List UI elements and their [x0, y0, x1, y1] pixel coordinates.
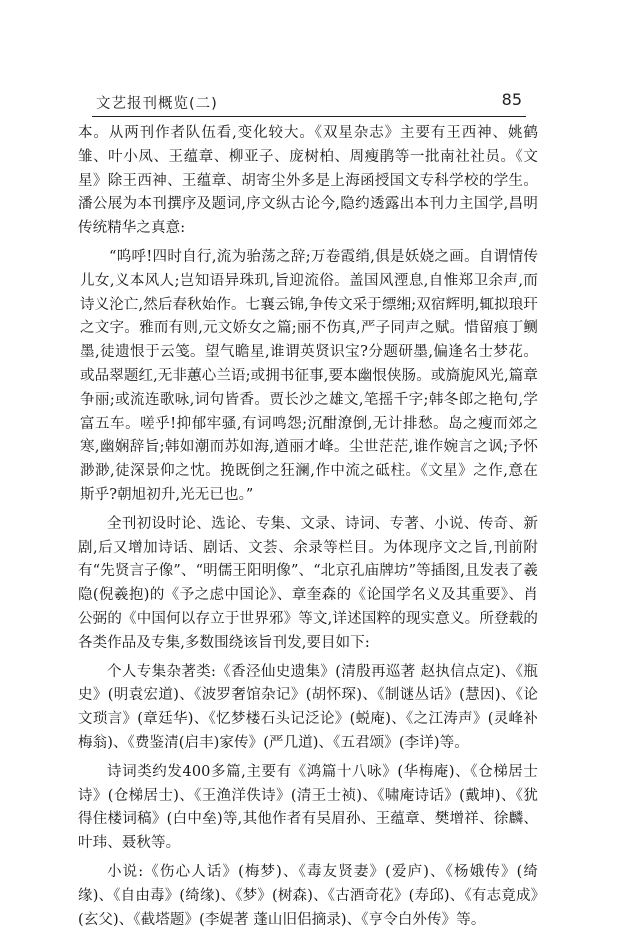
paragraph-quote: “呜呼!四时自行,流为骀荡之辞;万卷霞绡,俱是妖娆之画。自谓情传儿女,义本风人;岂知语异珠玑,旨迎流俗。盖国风湮息,自惟郑卫余声,而诗义沦亡,然后春秋始作。七襄云锦,争传文采于缥缃;双宿辉明,辄拟琅玕之文字。雅而有则,元文娇女之篇;丽不伤真,严子同声之赋。惜留痕丁鲗墨,徒遗恨于云笺。望气瞻星,谁谓英贤识宝?分题研墨,偏逢名士梦花。或品翠题红,无非蕙心兰语;或拥书征事,要本幽恨侠肠。或旖旎风光,篇章争丽;或流连歌咏,词句皆香。贾长沙之雄文,笔摇千字;韩冬郎之艳句,学富五车。嗟乎!抑郁牢骚,有词鸣怨;沉酣潦倒,无计排愁。岛之瘦而郊之寒,幽娴辞旨;韩如潮而苏如海,遒丽才峰。尘世茫茫,谁作婉言之讽;予怀渺渺,徒深景仰之忱。挽既倒之狂澜,作中流之砥柱。《文星》之作,意在斯乎?朝旭初升,光无已也。”	[80, 248, 538, 503]
header-title: 文艺报刊概览(二)	[96, 96, 218, 112]
body-text	[78, 122, 538, 937]
paragraph-poetry: 诗词类约发400多篇,主要有《鸿篇十八咏》(华梅庵)、《仓梯居士诗》(仓梯居士)、《王渔洋佚诗》(清王士祯)、《啸庵诗话》(戴坤)、《犹得住楼词稿》(白中垒)等,其他作者有吴眉孙、王蕴章、樊增祥、徐麟、叶玮、聂秋等。	[78, 763, 538, 852]
paragraph-collections: 个人专集杂著类:《香泾仙史遗集》(清殷再巡著 赵执信点定)、《瓶史》(明袁宏道)、《波罗奢馆杂记》(胡怀琛)、《制谜丛话》(慧因)、《论文琐言》(章廷华)、《忆梦楼石头记泛论》(蜕庵)、《之江涛声》(灵峰补梅翁)、《费鉴清(启丰)家传》(严几道)、《五君颂》(李详)等。	[78, 663, 538, 751]
paragraph-fiction: 小说:《伤心人话》(梅梦)、《毒友贤妻》(爱庐)、《杨娥传》(绮缘)、《自由毒》(绮缘)、《梦》(树森)、《古酒奇花》(寿邱)、《有志竟成》(玄父)、《截塔题》(李媞著 蓬山旧侣摘录)、《亨令白外传》等。	[78, 863, 538, 928]
paragraph-columns: 全刊初设时论、选论、专集、文录、诗词、专著、小说、传奇、新剧,后又增加诗话、剧话、文荟、余录等栏目。为体现序文之旨,刊前附有“先贤言子像”、“明儒王阳明像”、“北京孔庙牌坊”等插图,且发表了羲隐(倪羲抱)的《予之虑中国论》、章奎森的《论国学名义及其重要》、肖公弼的《中国何以存立于世界邪》等文,详述国粹的现实意义。所登载的各类作品及专集,多数围绕该旨刊发,要目如下:	[78, 515, 538, 651]
paragraph-intro: 本。从两刊作者队伍看,变化较大。《双星杂志》主要有王西神、姚鹤雏、叶小凤、王蕴章、柳亚子、庞树柏、周瘦鹃等一批南社社员。《文星》除王西神、王蕴章、胡寄尘外多是上海函授国文专科学校的学生。潘公展为本刊撰序及题词,序文纵古论今,隐约透露出本刊力主国学,昌明传统精华之真意:	[78, 125, 538, 237]
running-header	[92, 92, 526, 117]
page-number: 85	[501, 90, 522, 109]
